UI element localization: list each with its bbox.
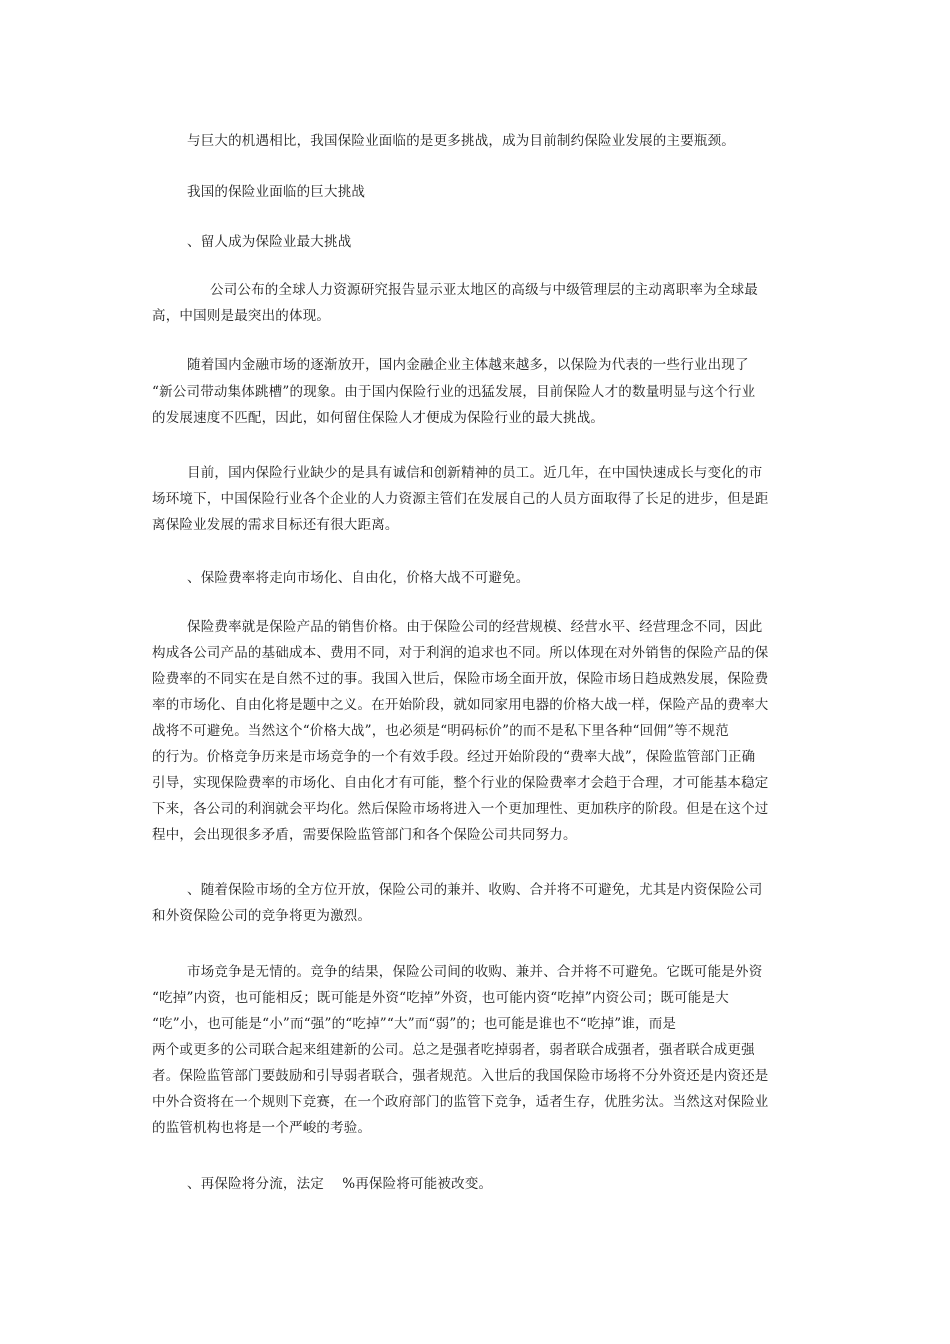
paragraph-2-line-3: 的发展速度不匹配，因此，如何留住保险人才便成为保险行业的最大挑战。 [152, 410, 605, 426]
intro-line: 与巨大的机遇相比，我国保险业面临的是更多挑战，成为目前制约保险业发展的主要瓶颈。 [187, 133, 735, 149]
section-heading: 我国的保险业面临的巨大挑战 [187, 184, 366, 200]
subheading-3-line-1: 、随着保险市场的全方位开放，保险公司的兼并、收购、合并将不可避免，尤其是内资保险公司 [187, 882, 763, 898]
paragraph-3-line-2: 场环境下，中国保险行业各个企业的人力资源主管们在发展自己的人员方面取得了长足的进步，但是距 [152, 491, 769, 507]
paragraph-5-line-3: “吃”小，也可能是“小”而“强”的“吃掉”“大”而“弱”的；也可能是谁也不“吃掉”谁，而是 [152, 1016, 677, 1032]
paragraph-4-line-7: 引导，实现保险费率的市场化、自由化才有可能，整个行业的保险费率才会趋于合理，才可能基本稳定 [152, 775, 769, 791]
paragraph-4-line-5: 战将不可避免。当然这个“价格大战”，也必须是“明码标价”的而不是私下里各种“回佣”等不规范 [152, 723, 729, 739]
paragraph-2-line-1: 随着国内金融市场的逐渐放开，国内金融企业主体越来越多，以保险为代表的一些行业出现了 [187, 357, 749, 373]
paragraph-3-line-3: 离保险业发展的需求目标还有很大距离。 [152, 517, 399, 533]
paragraph-5-line-7: 的监管机构也将是一个严峻的考验。 [152, 1120, 372, 1136]
paragraph-3-line-1: 目前，国内保险行业缺少的是具有诚信和创新精神的员工。近几年，在中国快速成长与变化的市 [187, 465, 763, 481]
paragraph-4-line-4: 率的市场化、自由化将是题中之义。在开始阶段，就如同家用电器的价格大战一样，保险产品的费率大 [152, 697, 769, 713]
paragraph-5-line-5: 者。保险监管部门要鼓励和引导弱者联合，强者规范。入世后的我国保险市场将不分外资还是内资还是 [152, 1068, 769, 1084]
subheading-3-line-2: 和外资保险公司的竞争将更为激烈。 [152, 908, 372, 924]
paragraph-2-line-2: “新公司带动集体跳槽”的现象。由于国内保险行业的迅猛发展，目前保险人才的数量明显与这个行业 [152, 384, 756, 400]
paragraph-5-line-4: 两个或更多的公司联合起来组建新的公司。总之是强者吃掉弱者，弱者联合成强者，强者联合成更强 [152, 1042, 755, 1058]
subheading-2: 、保险费率将走向市场化、自由化，价格大战不可避免。 [187, 570, 530, 586]
paragraph-1-line-1: 公司公布的全球人力资源研究报告显示亚太地区的高级与中级管理层的主动离职率为全球最 [210, 282, 758, 298]
paragraph-1-line-2: 高，中国则是最突出的体现。 [152, 308, 331, 324]
subheading-4: 、再保险将分流，法定 %再保险将可能被改变。 [187, 1176, 493, 1192]
paragraph-4-line-2: 构成各公司产品的基础成本、费用不同，对于利润的追求也不同。所以体现在对外销售的保险产品的保 [152, 645, 769, 661]
paragraph-5-line-2: “吃掉”内资，也可能相反；既可能是外资“吃掉”外资，也可能内资“吃掉”内资公司；既可能是大 [152, 990, 729, 1006]
paragraph-4-line-3: 险费率的不同实在是自然不过的事。我国入世后，保险市场全面开放，保险市场日趋成熟发展，保险费 [152, 671, 769, 687]
paragraph-4-line-6: 的行为。价格竞争历来是市场竞争的一个有效手段。经过开始阶段的“费率大战”，保险监管部门正确 [152, 749, 756, 765]
paragraph-5-line-6: 中外合资将在一个规则下竞赛，在一个政府部门的监管下竞争，适者生存，优胜劣汰。当然这对保险业 [152, 1094, 769, 1110]
paragraph-4-line-1: 保险费率就是保险产品的销售价格。由于保险公司的经营规模、经营水平、经营理念不同，因此 [187, 619, 763, 635]
paragraph-4-line-9: 程中，会出现很多矛盾，需要保险监管部门和各个保险公司共同努力。 [152, 827, 577, 843]
paragraph-5-line-1: 市场竞争是无情的。竞争的结果，保险公司间的收购、兼并、合并将不可避免。它既可能是外资 [187, 964, 763, 980]
subheading-1: 、留人成为保险业最大挑战 [187, 234, 352, 250]
paragraph-4-line-8: 下来，各公司的利润就会平均化。然后保险市场将进入一个更加理性、更加秩序的阶段。但是在这个过 [152, 801, 769, 817]
